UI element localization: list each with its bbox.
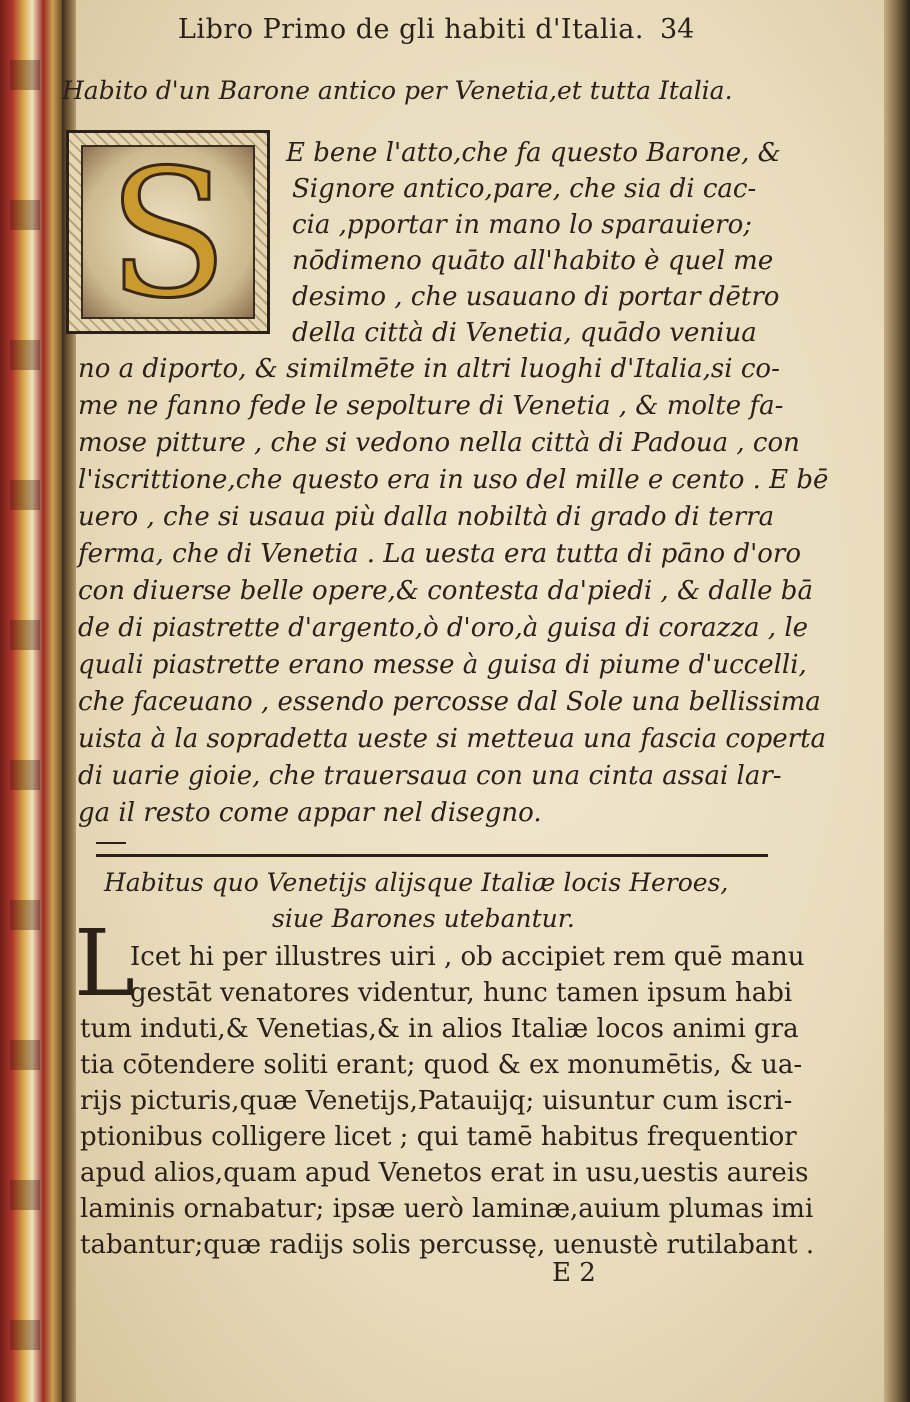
page-edge: [884, 0, 910, 1402]
decorated-initial-s: [66, 130, 270, 337]
italian-line: cia ,pportar in mano lo sparauiero;: [292, 210, 753, 240]
italian-line: Signore antico,pare, che sia di cac-: [292, 174, 757, 204]
latin-line: tabantur;quæ radijs solis percussę, uenustè rutilabant .: [80, 1230, 815, 1260]
italian-line: me ne fanno fede le sepolture di Venetia , & molte fa-: [78, 391, 784, 421]
section-divider: [96, 854, 768, 857]
italian-line: della città di Venetia, quādo veniua: [292, 318, 757, 348]
latin-line: rijs picturis,quæ Venetijs,Patauijq; uisuntur cum iscri-: [80, 1086, 793, 1116]
short-rule: [96, 842, 126, 844]
italian-line: nōdimeno quāto all'habito è quel me: [292, 246, 774, 276]
latin-line: laminis ornabatur; ipsæ uerò laminæ,auium plumas imi: [80, 1194, 814, 1224]
signature-mark: E 2: [552, 1258, 596, 1288]
latin-line: gestāt venatores videntur, hunc tamen ipsum habi: [130, 978, 793, 1008]
latin-line: ptionibus colligere licet ; qui tamē habitus frequentior: [80, 1122, 797, 1152]
italian-line: de di piastrette d'argento,ò d'oro,à guisa di corazza , le: [78, 613, 809, 643]
latin-line: tum induti,& Venetias,& in alios Italiæ locos animi gra: [80, 1014, 799, 1044]
initial-frame: [81, 132, 255, 337]
latin-line: apud alios,quam apud Venetos erat in usu,uestis aureis: [80, 1158, 809, 1188]
italian-line: desimo , che usauano di portar dētro: [292, 282, 780, 312]
italian-line: uista à la sopradetta ueste si metteua una fascia coperta: [78, 724, 827, 754]
italian-line: ferma, che di Venetia . La uesta era tutta di pāno d'oro: [78, 539, 801, 569]
italian-line: no a diporto, & similmēte in altri luoghi d'Italia,si co-: [78, 354, 780, 384]
italian-line: E bene l'atto,che fa questo Barone, &: [286, 138, 781, 168]
italian-line: con diuerse belle opere,& contesta da'piedi , & dalle bā: [78, 576, 813, 606]
latin-line: tia cōtendere soliti erant; quod & ex monumētis, & ua-: [80, 1050, 803, 1080]
italian-line: l'iscrittione,che questo era in uso del mille e cento . E bē: [78, 465, 829, 495]
facing-page-illustration: [0, 0, 62, 1402]
running-title: Libro Primo de gli habiti d'Italia.: [178, 14, 644, 45]
initial-letter: S: [107, 132, 229, 337]
latin-line: Icet hi per illustres uiri , ob accipiet rem quē manu: [130, 942, 805, 972]
italian-line: uero , che si usaua più dalla nobiltà di grado di terra: [78, 502, 775, 532]
italian-line: ga il resto come appar nel disegno.: [78, 798, 542, 828]
latin-initial: L: [74, 910, 136, 1017]
italian-line: di uarie gioie, che trauersaua con una cinta assai lar-: [78, 761, 782, 791]
italian-title: Habito d'un Barone antico per Venetia,et tutta Italia.: [62, 76, 733, 105]
italian-line: mose pitture , che si vedono nella città di Padoua , con: [78, 428, 800, 458]
latin-title-line: Habitus quo Venetijs alijsque Italiæ locis Heroes,: [104, 868, 729, 897]
latin-title-line: siue Barones utebantur.: [272, 904, 575, 933]
page-number: 34: [660, 14, 695, 45]
italian-line: che faceuano , essendo percosse dal Sole una bellissima: [78, 687, 821, 717]
italian-line: quali piastrette erano messe à guisa di piume d'uccelli,: [78, 650, 807, 680]
